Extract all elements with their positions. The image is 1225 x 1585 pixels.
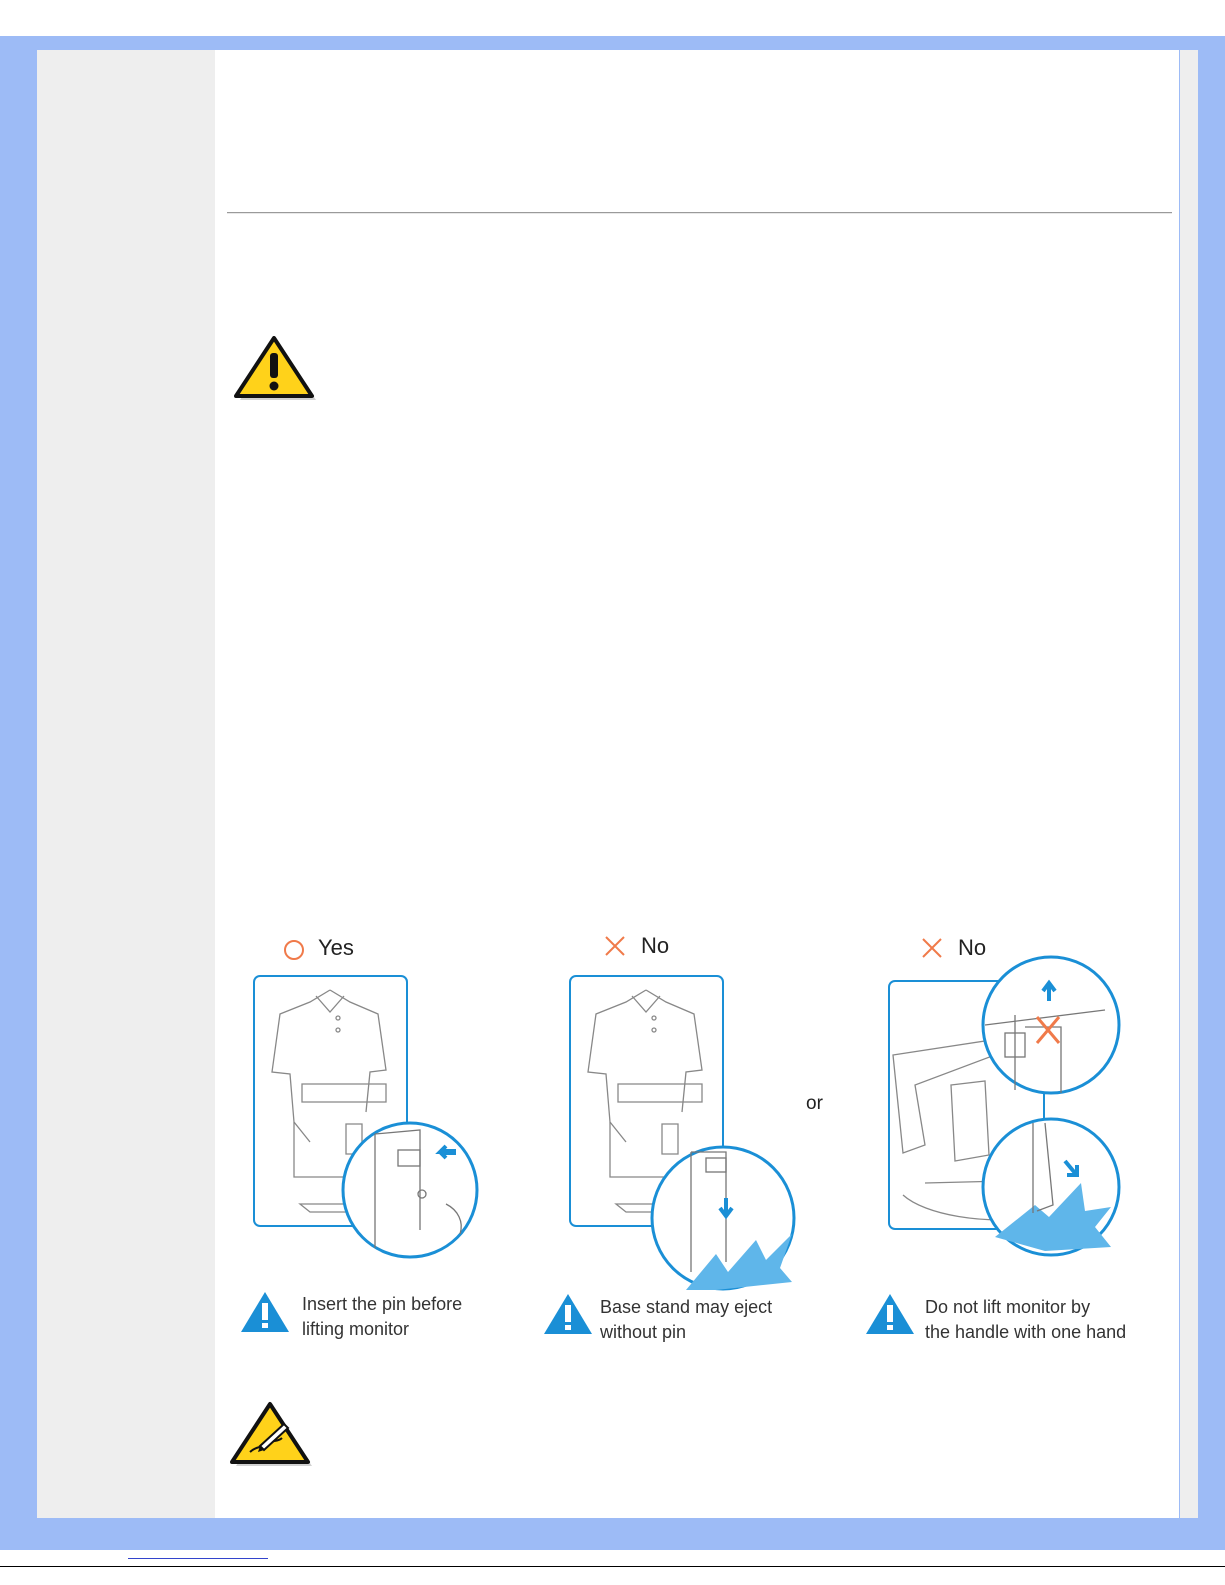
panel-3-caption: Do not lift monitor by the handle with one hand	[925, 1297, 1127, 1342]
bottom-link-underline[interactable]	[128, 1558, 268, 1559]
note-pencil-icon	[230, 1400, 316, 1470]
left-sidebar	[37, 50, 215, 1518]
panel-no-label-2: No	[958, 935, 987, 960]
caution-icon-panel-1	[239, 1290, 291, 1334]
warning-triangle-icon	[234, 336, 318, 404]
lift-correct-illustration	[250, 972, 486, 1264]
no-x-icon	[603, 934, 627, 958]
panel-yes-label: Yes	[318, 935, 354, 960]
page-bottom-border	[0, 1566, 1225, 1567]
scrollbar-track[interactable]	[1180, 50, 1198, 1518]
caution-icon-panel-2	[542, 1292, 594, 1336]
panel-no-label-1: No	[641, 933, 670, 958]
lift-handle-illustration	[885, 955, 1125, 1260]
horizontal-rule	[227, 212, 1172, 214]
panel-2-caption: Base stand may eject without pin	[600, 1297, 773, 1342]
yes-circle-icon	[282, 938, 306, 962]
caution-icon-panel-3	[864, 1292, 916, 1336]
lift-no-pin-illustration	[566, 972, 802, 1294]
panel-1-caption: Insert the pin before lifting monitor	[302, 1294, 463, 1339]
or-separator: or	[806, 1093, 823, 1114]
